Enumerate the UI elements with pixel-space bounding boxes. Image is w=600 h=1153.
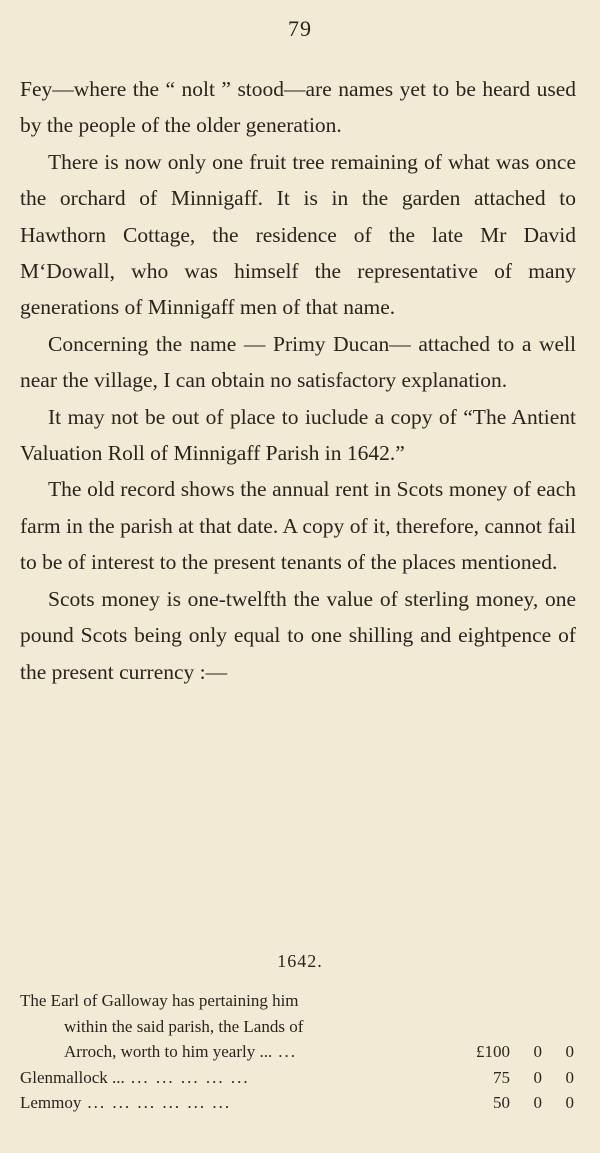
entry-name: Arroch, worth to him yearly ... (64, 1042, 273, 1061)
body-text (20, 71, 576, 690)
paragraph: Concerning the name — Primy Ducan— attached to a well near the village, I can obtain no satisfactory explanation. (20, 331, 576, 393)
roll-entry (20, 1065, 580, 1091)
roll-intro-line: within the said parish, the Lands of (64, 1016, 304, 1036)
entry-name: Lemmoy (20, 1093, 82, 1112)
paragraph: There is now only one fruit tree remaining of what was once the orchard of Minnigaff. It is in the garden attached to Hawthorn Cottage, the residence of the late Mr David M‘Dowall, who was himself the representative of many generations of Minnigaff men of that name. (20, 149, 576, 320)
entry-pounds: 50 (493, 1093, 510, 1112)
entry-leader: ... (278, 1042, 297, 1061)
entry-amounts (454, 1090, 580, 1116)
paragraph: The old record shows the annual rent in Scots money of each farm in the parish at that date. A copy of it, therefore, cannot fail to be of interest to the present tenants of the places mentioned. (20, 477, 576, 575)
entry-shillings: 0 (533, 1042, 542, 1061)
entry-leader: ... ... ... ... ... (130, 1067, 250, 1087)
paragraph: Scots money is one-twelfth the value of sterling money, one pound Scots being only equal to one shilling and eightpence of the present currency :— (20, 586, 576, 684)
entry-pence: 0 (565, 1067, 574, 1087)
entry-leader: ... ... ... ... ... ... (87, 1093, 232, 1112)
entry-name: Glenmallock ... (20, 1067, 125, 1087)
entry-pounds: £100 (476, 1042, 510, 1061)
roll-intro-line: The Earl of Galloway has pertaining him (20, 991, 299, 1010)
page-number: 79 (288, 16, 312, 41)
entry-amounts (454, 1039, 580, 1065)
roll-entry (20, 1090, 580, 1116)
paragraph: Fey—where the “ nolt ” stood—are names yet to be heard used by the people of the older generation. (20, 77, 576, 138)
valuation-roll (20, 988, 580, 1116)
paragraph: It may not be out of place to iuclude a copy of “The Antient Valuation Roll of Minnigaff Parish in 1642.” (20, 404, 576, 466)
entry-amounts (454, 1065, 580, 1091)
entry-shillings: 0 (533, 1067, 542, 1087)
entry-shillings: 0 (533, 1093, 542, 1112)
roll-entry (20, 1039, 580, 1065)
entry-pence: 0 (565, 1093, 574, 1112)
entry-pounds: 75 (493, 1067, 510, 1087)
roll-heading: 1642. (277, 951, 323, 971)
entry-pence: 0 (565, 1042, 574, 1061)
